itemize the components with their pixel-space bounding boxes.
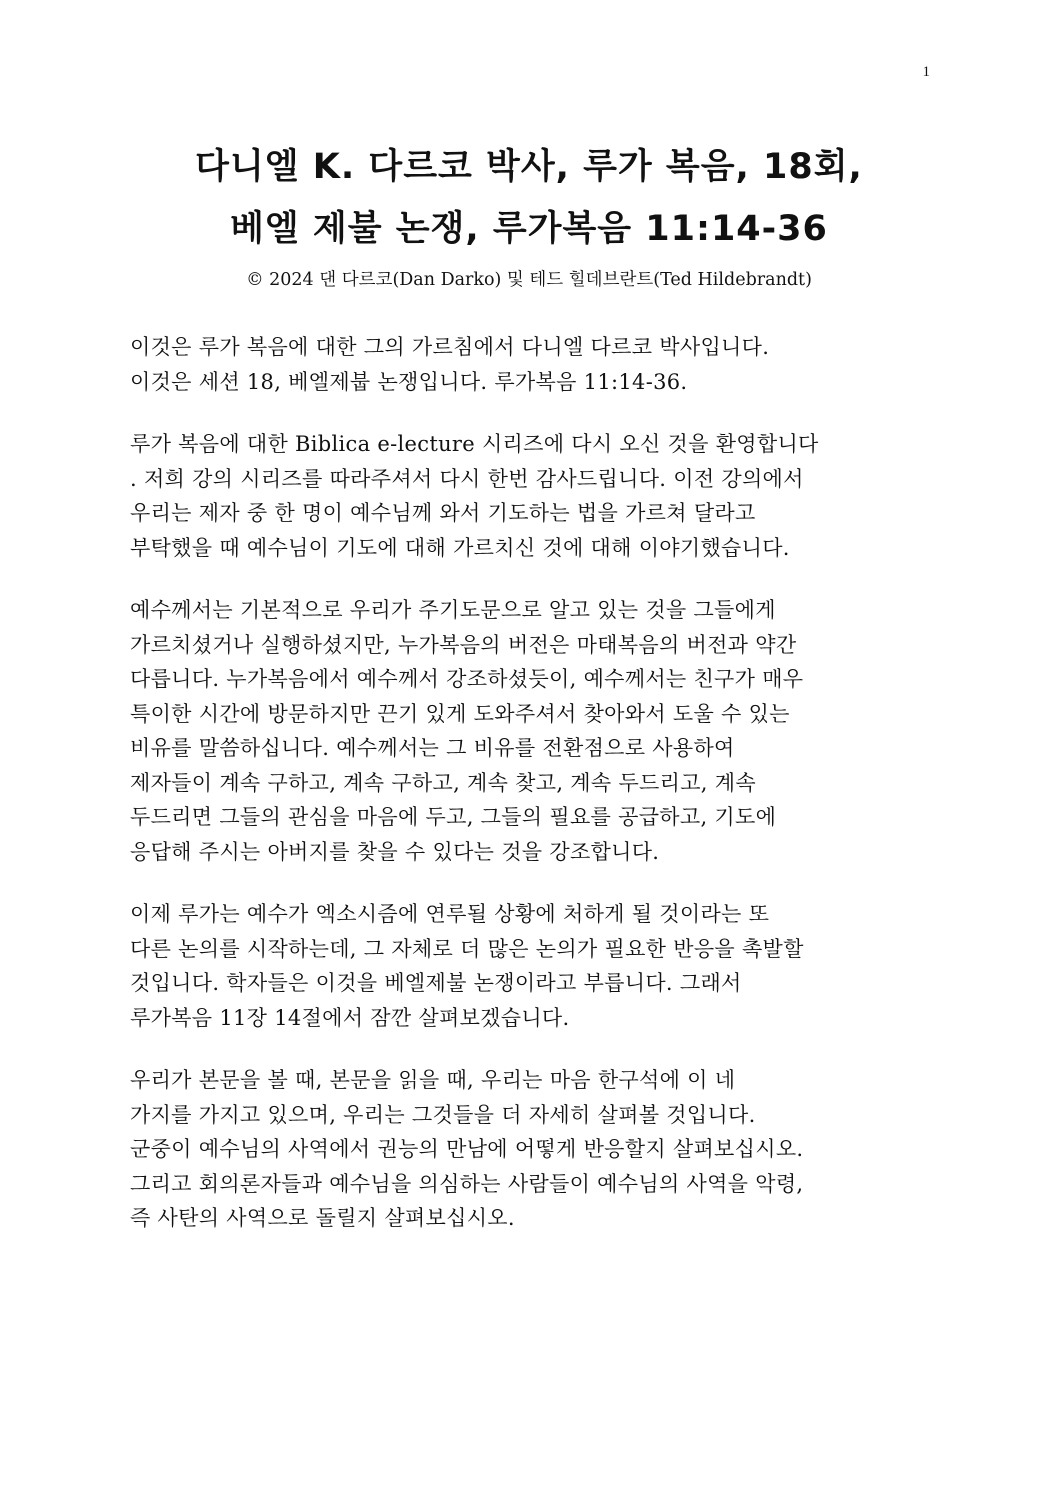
paragraph-line: 것입니다. 학자들은 이것을 베엘제불 논쟁이라고 부릅니다. 그래서 [130, 971, 742, 995]
document-body [130, 330, 930, 1264]
paragraph-line: 우리가 본문을 볼 때, 본문을 읽을 때, 우리는 마음 한구석에 이 네 [130, 1068, 736, 1092]
paragraph-2 [130, 427, 930, 565]
paragraph-line: 그리고 회의론자들과 예수님을 의심하는 사람들이 예수님의 사역을 악령, [130, 1171, 804, 1196]
paragraph-line: 제자들이 계속 구하고, 계속 구하고, 계속 찾고, 계속 두드리고, 계속 [130, 770, 756, 795]
copyright-notice: © 2024 댄 다르코(Dan Darko) 및 테드 힐데브란트(Ted Hildebrandt) [246, 270, 812, 290]
paragraph-line: 두드리면 그들의 관심을 마음에 두고, 그들의 필요를 공급하고, 기도에 [130, 805, 777, 829]
paragraph-line: 예수께서는 기본적으로 우리가 주기도문으로 알고 있는 것을 그들에게 [130, 598, 776, 622]
paragraph-line: 다릅니다. 누가복음에서 예수께서 강조하셨듯이, 예수께서는 친구가 매우 [130, 667, 804, 691]
paragraph-line: 가지를 가지고 있으며, 우리는 그것들을 더 자세히 살펴볼 것입니다. [130, 1102, 756, 1127]
paragraph-line: 특이한 시간에 방문하지만 끈기 있게 도와주셔서 찾아와서 도울 수 있는 [130, 701, 790, 726]
paragraph-line: 가르치셨거나 실행하셨지만, 누가복음의 버전은 마태복음의 버전과 약간 [130, 632, 797, 657]
paragraph-line: . 저희 강의 시리즈를 따라주셔서 다시 한번 감사드립니다. 이전 강의에서 [130, 466, 804, 491]
paragraph-line: 부탁했을 때 예수님이 기도에 대해 가르치신 것에 대해 이야기했습니다. [130, 535, 790, 560]
paragraph-line: 이것은 루가 복음에 대한 그의 가르침에서 다니엘 다르코 박사입니다. [130, 335, 770, 359]
paragraph-line: 이제 루가는 예수가 엑소시즘에 연루될 상황에 처하게 될 것이라는 또 [130, 902, 770, 926]
paragraph-line: 다른 논의를 시작하는데, 그 자체로 더 많은 논의가 필요한 반응을 촉발할 [130, 936, 804, 961]
paragraph-5 [130, 1063, 930, 1236]
paragraph-line: 비유를 말씀하십니다. 예수께서는 그 비유를 전환점으로 사용하여 [130, 736, 735, 760]
document-title [0, 136, 1058, 260]
title-line-1: 다니엘 K. 다르코 박사, 루가 복음, 18회, [195, 147, 863, 187]
paragraph-line: 즉 사탄의 사역으로 돌릴지 살펴보십시오. [130, 1206, 515, 1230]
title-line-2: 베엘 제불 논쟁, 루가복음 11:14-36 [230, 209, 828, 249]
paragraph-4 [130, 897, 930, 1035]
page-number: 1 [922, 64, 930, 80]
paragraph-line: 응답해 주시는 아버지를 찾을 수 있다는 것을 강조합니다. [130, 839, 660, 864]
paragraph-line: 루가 복음에 대한 Biblica e-lecture 시리즈에 다시 오신 것을 환영합니다 [130, 432, 819, 456]
paragraph-1 [130, 330, 930, 399]
paragraph-3 [130, 593, 930, 869]
paragraph-line: 우리는 제자 중 한 명이 예수님께 와서 기도하는 법을 가르쳐 달라고 [130, 501, 756, 525]
paragraph-line: 루가복음 11장 14절에서 잠깐 살펴보겠습니다. [130, 1005, 570, 1030]
paragraph-line: 이것은 세션 18, 베엘제붑 논쟁입니다. 루가복음 11:14-36. [130, 369, 688, 394]
paragraph-line: 군중이 예수님의 사역에서 권능의 만남에 어떻게 반응할지 살펴보십시오. [130, 1137, 804, 1161]
